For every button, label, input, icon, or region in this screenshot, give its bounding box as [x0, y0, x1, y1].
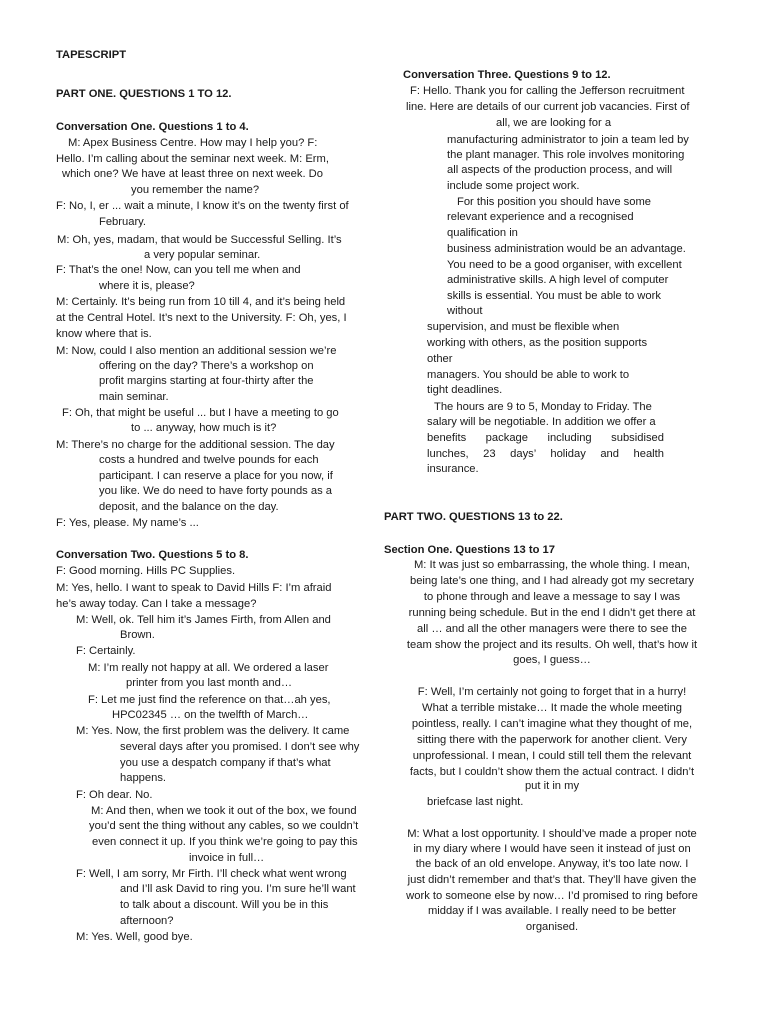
dialogue-line: F: Oh, that might be useful ... but I have a meeting to go [62, 407, 339, 419]
dialogue-line: F: Oh dear. No. [76, 789, 153, 801]
dialogue-line: M: There’s no charge for the additional session. The day [56, 439, 335, 451]
dialogue-line: afternoon? [120, 915, 174, 927]
dialogue-line: insurance. [427, 463, 479, 475]
dialogue-line: M: Yes. Well, good bye. [76, 931, 193, 943]
dialogue-line: For this position you should have some [457, 196, 652, 208]
conversation-one-heading: Conversation One. Questions 1 to 4. [56, 121, 249, 133]
dialogue-line: costs a hundred and twelve pounds for each [99, 454, 319, 466]
dialogue-line: M: Yes. Now, the first problem was the delivery. It came [76, 725, 350, 737]
dialogue-line: include some project work. [447, 180, 580, 192]
dialogue-line: the back of an old envelope. Anyway, it’s too late now. I [415, 858, 689, 870]
dialogue-line: you use a despatch company if that’s what [120, 757, 331, 769]
dialogue-line: The hours are 9 to 5, Monday to Friday. The [434, 401, 652, 413]
dialogue-line: M: Well, ok. Tell him it’s James Firth, from Allen and [76, 614, 331, 626]
dialogue-line: the plant manager. This role involves monitoring [447, 149, 685, 161]
part-one-heading: PART ONE. QUESTIONS 1 TO 12. [56, 88, 232, 100]
dialogue-line: F: Yes, please. My name’s ... [56, 517, 199, 529]
dialogue-line: which one? We have at least three on next week. Do [62, 168, 323, 180]
dialogue-line: benefits package including subsidised [427, 432, 664, 444]
dialogue-line: you remember the name? [131, 184, 260, 196]
dialogue-line: supervision, and must be flexible when [427, 321, 620, 333]
dialogue-line: where it is, please? [99, 280, 195, 292]
dialogue-line: to phone through and leave a message to say I was [423, 591, 681, 603]
dialogue-line: in my diary where I would have seen it instead of just on [413, 843, 691, 855]
dialogue-line: F: That’s the one! Now, can you tell me when and [56, 264, 301, 276]
dialogue-line: You need to be a good organiser, with excellent [447, 259, 682, 271]
dialogue-line: even connect it up. If you think we’re going to pay this [92, 836, 358, 848]
dialogue-line: F: Well, I am sorry, Mr Firth. I’ll check what went wrong [76, 868, 347, 880]
dialogue-line: participant. I can reserve a place for you now, if [99, 470, 333, 482]
dialogue-line: sitting there with the paperwork for another client. Very [417, 734, 687, 746]
dialogue-line: M: Oh, yes, madam, that would be Successful Selling. It’s [57, 234, 342, 246]
dialogue-line: put it in my [524, 780, 580, 792]
dialogue-line: skills is essential. You must be able to work [447, 290, 661, 302]
dialogue-line: F: Certainly. [76, 645, 136, 657]
conversation-two-heading: Conversation Two. Questions 5 to 8. [56, 549, 249, 561]
dialogue-line: tight deadlines. [427, 384, 503, 396]
dialogue-line: at the Central Hotel. It’s next to the University. F: Oh, yes, I [56, 312, 347, 324]
dialogue-line: M: What a lost opportunity. I should’ve made a proper note [407, 828, 697, 840]
dialogue-line: he’s away today. Can I take a message? [56, 598, 257, 610]
dialogue-line: F: Well, I’m certainly not going to forget that in a hurry! [417, 686, 687, 698]
dialogue-line: you’d sent the thing without any cables, so we couldn’t [89, 820, 359, 832]
dialogue-line: being late’s one thing, and I had already got my secretary [409, 575, 694, 587]
dialogue-line: all aspects of the production process, and will [447, 164, 673, 176]
dialogue-line: HPC02345 … on the twelfth of March… [112, 709, 309, 721]
dialogue-line: unprofessional. I mean, I could still tell them the relevant [412, 750, 692, 762]
dialogue-line: facts, but I couldn’t show them the actual contract. I didn’t [409, 766, 695, 778]
dialogue-line: a very popular seminar. [144, 249, 261, 261]
dialogue-line: lunches, 23 days’ holiday and health [427, 448, 664, 460]
dialogue-line: manufacturing administrator to join a team led by [447, 134, 689, 146]
dialogue-line: team show the project and its results. Oh well, that’s how it [406, 639, 698, 651]
dialogue-line: to ... anyway, how much is it? [131, 422, 277, 434]
dialogue-line: to talk about a discount. Will you be in this [120, 899, 329, 911]
dialogue-line: F: Let me just find the reference on that…ah yes, [88, 694, 331, 706]
dialogue-line: running being schedule. But in the end I didn’t get there at [408, 607, 696, 619]
dialogue-line: goes, I guess… [513, 654, 591, 666]
dialogue-line: work to someone else by now… I’d promised to ring before [406, 890, 698, 902]
dialogue-line: qualification in [447, 227, 518, 239]
dialogue-line: happens. [120, 772, 167, 784]
dialogue-line: all … and all the other managers were there to see the [417, 623, 687, 635]
section-one-heading: Section One. Questions 13 to 17 [384, 544, 555, 556]
dialogue-line: line. Here are details of our current job vacancies. First of [406, 101, 690, 113]
dialogue-line: working with others, as the position supports [427, 337, 648, 349]
dialogue-line: F: Good morning. Hills PC Supplies. [56, 565, 236, 577]
dialogue-line: M: Yes, hello. I want to speak to David Hills F: I’m afraid [56, 582, 332, 594]
dialogue-line: you like. We do need to have forty pounds as a [99, 485, 333, 497]
dialogue-line: Brown. [120, 629, 155, 641]
part-two-heading: PART TWO. QUESTIONS 13 to 22. [384, 511, 563, 523]
dialogue-line: profit margins starting at four-thirty after the [99, 375, 314, 387]
dialogue-line: M: Now, could I also mention an additional session we’re [56, 345, 337, 357]
dialogue-line: administrative skills. A high level of computer [447, 274, 669, 286]
document-title: TAPESCRIPT [56, 49, 127, 61]
dialogue-line: M: I’m really not happy at all. We ordered a laser [88, 662, 329, 674]
dialogue-line: and I’ll ask David to ring you. I’m sure he’ll want [120, 883, 356, 895]
dialogue-line: know where that is. [56, 328, 152, 340]
dialogue-line: invoice in full… [189, 852, 265, 864]
dialogue-line: printer from you last month and… [126, 677, 293, 689]
dialogue-line: managers. You should be able to work to [427, 369, 630, 381]
dialogue-line: without [447, 305, 483, 317]
dialogue-line: deposit, and the balance on the day. [99, 501, 279, 513]
dialogue-line: main seminar. [99, 391, 169, 403]
dialogue-line: F: Hello. Thank you for calling the Jefferson recruitment [410, 85, 685, 97]
dialogue-line: all, we are looking for a [496, 117, 612, 129]
dialogue-line: business administration would be an advantage. [447, 243, 686, 255]
dialogue-line: relevant experience and a recognised [447, 211, 634, 223]
dialogue-line: F: No, I, er ... wait a minute, I know it’s on the twenty first of [56, 200, 349, 212]
dialogue-line: M: Certainly. It’s being run from 10 till 4, and it’s being held [56, 296, 346, 308]
dialogue-line: February. [99, 216, 147, 228]
dialogue-line: salary will be negotiable. In addition we offer a [427, 416, 656, 428]
dialogue-line: Hello. I’m calling about the seminar next week. M: Erm, [56, 153, 329, 165]
dialogue-line: midday if I was available. I really need to be better [427, 905, 677, 917]
conversation-three-heading: Conversation Three. Questions 9 to 12. [403, 69, 611, 81]
dialogue-line: M: And then, when we took it out of the box, we found [91, 805, 357, 817]
dialogue-line: briefcase last night. [427, 796, 524, 808]
dialogue-line: pointless, really. I can’t imagine what they thought of me, [411, 718, 693, 730]
dialogue-line: M: Apex Business Centre. How may I help you? F: [68, 137, 318, 149]
dialogue-line: organised. [525, 921, 579, 933]
dialogue-line: M: It was just so embarrassing, the whole thing. I mean, [413, 559, 691, 571]
dialogue-line: other [427, 353, 453, 365]
dialogue-line: What a terrible mistake… It made the whole meeting [422, 702, 682, 714]
dialogue-line: several days after you promised. I don’t see why [120, 741, 360, 753]
dialogue-line: just didn’t remember and that’s that. They’ll have given the [407, 874, 697, 886]
dialogue-line: offering on the day? There’s a workshop on [99, 360, 314, 372]
